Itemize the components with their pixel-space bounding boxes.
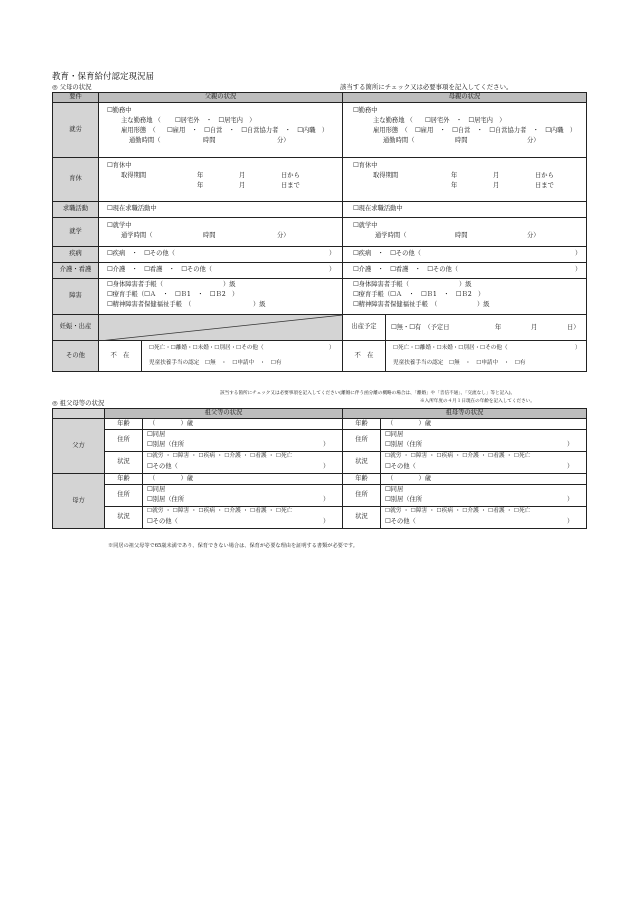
footnote-2: ※入所年度の４月１日現在の年齢を記入してください。 [420,399,535,404]
parents-table: 要件 父親の状況 母親の状況 就労 ☐勤務中 主な勤務地 （ ☐居宅外 ・ ☐居宅内 ） 雇用形態 （ ☐雇用 ・ ☐自営 ・ ☐自営協力者 ・ ☐内職 ） 通勤時間（ 時間 分） ☐勤務中 主な勤務地 （ ☐居宅外 ・ ☐居宅内 ） 雇用形態 （ ☐雇用 ・ ☐自営 ・ ☐自営協力者 ・ ☐内職 ） 通勤時間（ 時間 分） 育休 ☐育休中 取得期間 年 月 日から 年 月 日まで ☐育休中 取得期間 年 月 日から 年 月 日まで 求職活動 ☐現在求職活動中 ☐現在求職活動中 就学 ☐就学中 通学時間（ 時間 分） ☐就学中 通学時間（ 時間 分） 疾病 ☐疾病 ・ ☐その他（ ） ☐疾病 ・ ☐その他（ ） 介護・看護 ☐介護 ・ ☐看護 ・ ☐その他（ ） ☐介護 ・ ☐看護 ・ ☐その他（ ） 障害 ☐身体障害者手帳（ ）級 ☐療育手帳（☐Ａ ・ ☐Ｂ1 ・ ☐Ｂ2 ） ☐精神障害者保健福祉手帳 （ ）級 ☐身体障害者手帳（ ）級 ☐療育手帳（☐Ａ ・ ☐Ｂ1 ・ ☐Ｂ2 ） ☐精神障害者保健福祉手帳 （ ）級 妊娠・出産 出産予定 ☐無・☐有 （予定日 年 月 日） その他 不 在 ☐死亡・☐離婚・☐未婚・☐別居・☐その他（ ） 児童扶養手当の認定 ☐無 ・ ☐申請中 ・ ☐有 不 在 ☐死亡・☐離婚・☐未婚・☐別居・☐その他（ ） 児童扶養手当の認定 ☐無 ・ ☐申請中 ・ ☐有 [52,92,587,372]
section-grandparents-label: ◎ 祖父母等の状況 [52,399,105,407]
row-label-care: 介護・看護 [53,263,99,279]
mother-absent-label: 不 在 [343,341,386,371]
row-label-pregnancy: 妊娠・出産 [53,315,99,341]
row-label-other: その他 [53,341,99,372]
header-mother: 母親の状況 [343,93,587,103]
father-absent-label: 不 在 [99,341,142,371]
due-date-label: 出産予定 [343,315,386,340]
father-pregnancy-na [99,315,343,341]
row-label-seeking: 求職活動 [53,202,99,218]
header-grandmother: 祖母等の状況 [343,409,587,419]
footnote-1: 該当する箇所にチェック又は必要事項を記入してください(離婚に伴う函分離の概略の場合は、「離婚」や「音信不通」、「交流なし」等と記入)。 [220,391,516,396]
diagonal-slash [99,315,343,341]
row-label-work: 就労 [53,103,99,158]
section-parents-note: 該当する箇所にチェック又は必要事項を記入してください。 [340,83,513,91]
row-label-paternal: 父方 [53,419,105,474]
row-label-leave: 育休 [53,158,99,202]
header-grandfather: 祖父等の状況 [105,409,343,419]
father-work-cell[interactable]: ☐勤務中 主な勤務地 （ ☐居宅外 ・ ☐居宅内 ） 雇用形態 （ ☐雇用 ・ ☐自営 ・ ☐自営協力者 ・ ☐内職 ） 通勤時間（ 時間 分） [99,103,343,158]
row-label-illness: 疾病 [53,247,99,263]
mother-work-cell[interactable]: ☐勤務中 主な勤務地 （ ☐居宅外 ・ ☐居宅内 ） 雇用形態 （ ☐雇用 ・ ☐自営 ・ ☐自営協力者 ・ ☐内職 ） 通勤時間（ 時間 分） [343,103,587,158]
row-label-study: 就学 [53,218,99,247]
father-leave-cell[interactable]: ☐育休中 取得期間 年 月 日から 年 月 日まで [99,158,343,202]
header-father: 父親の状況 [99,93,343,103]
form-title: 教育・保育給付認定現況届 [52,72,155,82]
father-working-checkbox[interactable]: ☐勤務中 [107,107,132,114]
grandparents-table: 祖父等の状況 祖母等の状況 父方 年齢 （ ）歳 年齢 （ ）歳 住所 ☐同居 ☐別居（住所 ） 住所 ☐同居 ☐別居（住所 ） 状況 ☐就労 ・ ☐障害 ・ ☐疾病 ・ ☐介護 ・ ☐看護 ・ ☐死亡 ☐その他（ ） 状況 ☐就労 ・ ☐障害 ・ ☐疾病 ・ ☐介護 ・ ☐看護 ・ ☐死亡 ☐その他（ ） 母方 年齢 （ ）歳 年齢 （ ）歳 住所 ☐同居 ☐別居（住所 ） 住所 ☐同居 ☐別居（住所 ） 状況 ☐就労 ・ ☐障害 ・ ☐疾病 ・ ☐介護 ・ ☐看護 ・ ☐死亡 ☐その他（ ） 状況 ☐就労 ・ ☐障害 ・ ☐疾病 ・ ☐介護 ・ ☐看護 ・ ☐死亡 ☐その他（ ） [52,408,587,529]
row-label-maternal: 母方 [53,474,105,529]
grandparents-note: ※同居の祖父母等で65歳未満であり、保育できない場合は、保育が必要な理由を証明する書類が必要です。 [108,543,358,549]
mother-working-checkbox[interactable]: ☐勤務中 [353,107,378,114]
mother-leave-cell[interactable]: ☐育休中 取得期間 年 月 日から 年 月 日まで [343,158,587,202]
row-label-disability: 障害 [53,279,99,315]
header-requirement: 要件 [53,93,99,103]
section-parents-label: ◎ 父母の状況 [52,83,92,91]
